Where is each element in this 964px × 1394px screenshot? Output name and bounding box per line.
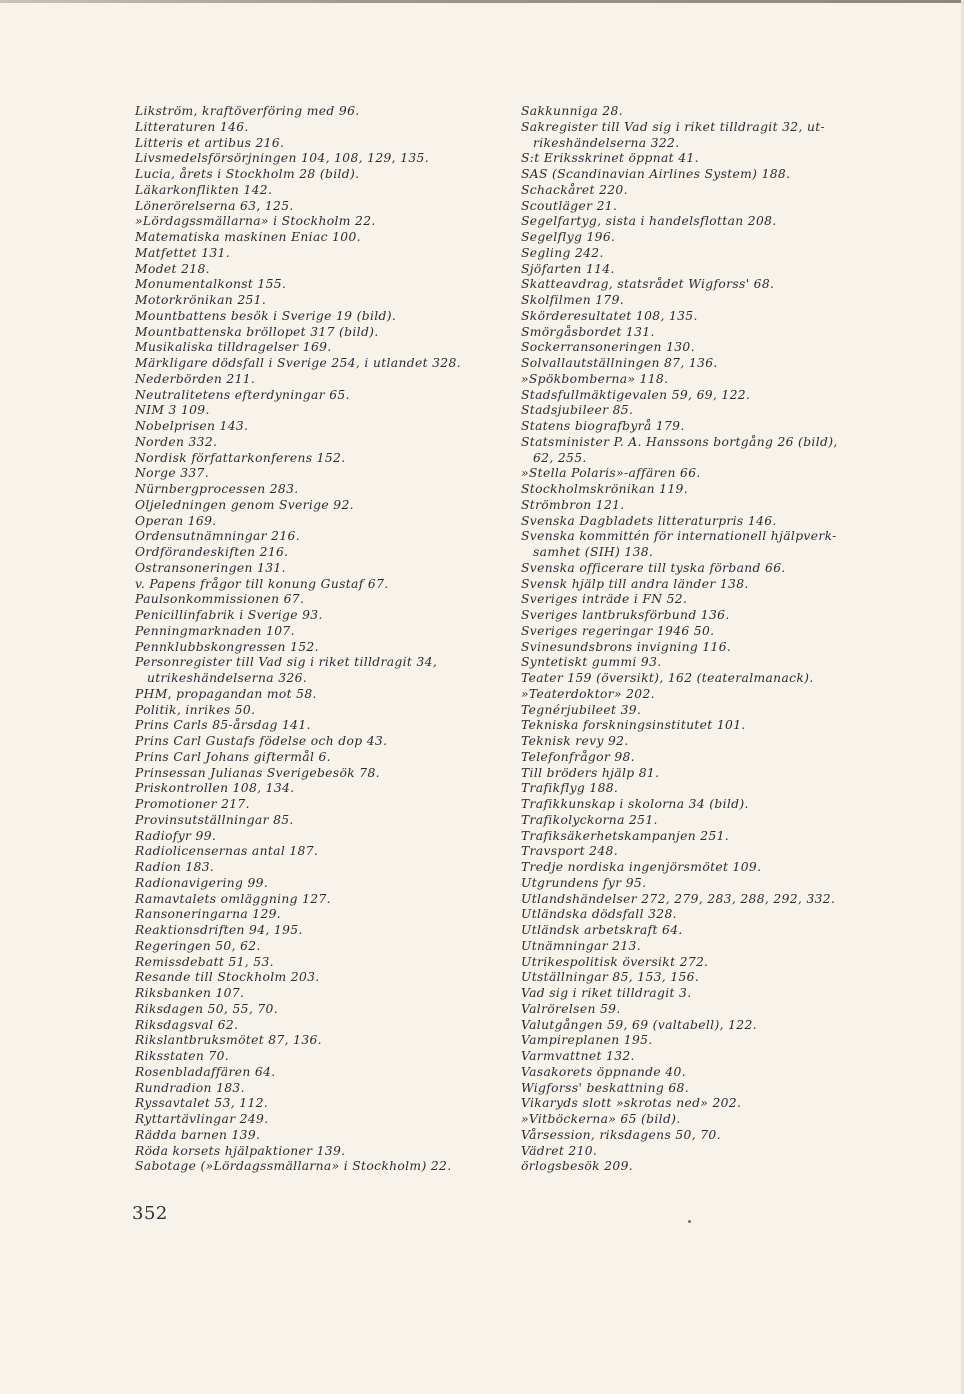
index-entry: Lönerörelserna 63, 125. bbox=[135, 198, 294, 213]
index-entry: Resande till Stockholm 203. bbox=[135, 970, 320, 985]
index-entry: Stadsfullmäktigevalen 59, 69, 122. bbox=[521, 387, 751, 402]
index-entry: Radiolicensernas antal 187. bbox=[135, 844, 319, 859]
index-entry: Varmvattnet 132. bbox=[521, 1049, 635, 1063]
index-entry: Utrikespolitisk översikt 272. bbox=[521, 954, 709, 969]
index-entry: Musikaliska tilldragelser 169. bbox=[135, 340, 332, 355]
index-entry: Sabotage (»Lördagssmällarna» i Stockholm) 22. bbox=[135, 1159, 452, 1174]
index-entry: »Teaterdoktor» 202. bbox=[521, 686, 655, 701]
index-entry: Reaktionsdriften 94, 195. bbox=[135, 923, 303, 937]
index-entry: Trafiksäkerhetskampanjen 251. bbox=[521, 828, 730, 843]
index-entry: Radionavigering 99. bbox=[135, 875, 269, 890]
index-entry: Promotioner 217. bbox=[135, 797, 250, 811]
index-entry: Sveriges inträde i FN 52. bbox=[521, 592, 688, 607]
index-entry: Trafikflyg 188. bbox=[521, 781, 619, 796]
index-entry: Vasakorets öppnande 40. bbox=[521, 1064, 686, 1079]
index-entry: Ordförandeskiften 216. bbox=[135, 545, 289, 559]
index-entry: Röda korsets hjälpaktioner 139. bbox=[135, 1143, 346, 1158]
index-entry: Tegnérjubileet 39. bbox=[521, 702, 642, 717]
index-entry: Penningmarknaden 107. bbox=[135, 623, 295, 638]
index-entry: v. Papens frågor till konung Gustaf 67. bbox=[135, 576, 389, 591]
index-entry: Riksstaten 70. bbox=[135, 1049, 230, 1063]
index-entry-continuation: utrikeshändelserna 326. bbox=[147, 671, 308, 685]
index-entry: Norden 332. bbox=[135, 434, 218, 449]
index-entry: Rikslantbruksmötet 87, 136. bbox=[135, 1033, 322, 1048]
index-entry: Skörderesultatet 108, 135. bbox=[521, 308, 698, 323]
index-entry: Nürnbergprocessen 283. bbox=[135, 482, 299, 496]
index-entry: Läkarkonflikten 142. bbox=[135, 182, 273, 197]
index-entry: Vampireplanen 195. bbox=[521, 1033, 653, 1048]
index-entry: Stadsjubileer 85. bbox=[521, 403, 634, 418]
index-column-left bbox=[135, 104, 507, 1175]
index-entry: Vad sig i riket tilldragit 3. bbox=[521, 986, 692, 1000]
index-entry: »Stella Polaris»-affären 66. bbox=[521, 466, 701, 481]
index-entry: Utnämningar 213. bbox=[521, 938, 641, 953]
index-entry: Ryttartävlingar 249. bbox=[135, 1112, 269, 1126]
index-entry: Segling 242. bbox=[521, 245, 604, 260]
index-entry: Regeringen 50, 62. bbox=[135, 938, 261, 953]
index-entry: Segelfartyg, sista i handelsflottan 208. bbox=[521, 214, 777, 229]
index-entry: Utställningar 85, 153, 156. bbox=[521, 970, 700, 985]
index-entry: Litteraturen 146. bbox=[135, 119, 249, 134]
index-entry: Priskontrollen 108, 134. bbox=[135, 781, 295, 796]
index-column-right bbox=[521, 104, 893, 1175]
index-entry: Rosenbladaffären 64. bbox=[135, 1064, 276, 1079]
index-entry: Sakkunniga 28. bbox=[521, 104, 623, 118]
index-entry: Prinsessan Julianas Sverigebesök 78. bbox=[135, 765, 380, 780]
index-entry: Skatteavdrag, statsrådet Wigforss' 68. bbox=[521, 277, 775, 292]
index-entry: örlogsbesök 209. bbox=[521, 1159, 634, 1174]
index-entry: Syntetiskt gummi 93. bbox=[521, 655, 662, 670]
index-entry: Sveriges regeringar 1946 50. bbox=[521, 623, 715, 638]
index-entry: Till bröders hjälp 81. bbox=[521, 765, 660, 780]
index-entry: Svensk hjälp till andra länder 138. bbox=[521, 576, 749, 591]
index-entry: Utländska dödsfall 328. bbox=[521, 907, 677, 922]
page-number: 352 bbox=[132, 1203, 168, 1224]
paper-speck bbox=[688, 1220, 691, 1223]
index-entry: Rädda barnen 139. bbox=[135, 1127, 261, 1142]
index-entry: Nobelprisen 143. bbox=[135, 419, 249, 433]
index-entry: Statens biografbyrå 179. bbox=[521, 419, 685, 433]
index-entry: Trafikolyckorna 251. bbox=[521, 812, 658, 827]
index-entry: Personregister till Vad sig i riket tilldragit 34, bbox=[135, 655, 438, 670]
index-entry: Statsminister P. A. Hanssons bortgång 26 (bild), bbox=[521, 434, 838, 449]
index-entry: Riksbanken 107. bbox=[135, 986, 245, 1000]
index-entry: PHM, propagandan mot 58. bbox=[135, 686, 317, 701]
index-entry: Ordensutnämningar 216. bbox=[135, 529, 300, 544]
index-entry: Telefonfrågor 98. bbox=[521, 749, 635, 764]
index-entry: Prins Carl Gustafs födelse och dop 43. bbox=[135, 734, 388, 748]
index-entry: Modet 218. bbox=[135, 261, 210, 276]
index-entry: Riksdagsval 62. bbox=[135, 1017, 239, 1032]
index-entry: Likström, kraftöverföring med 96. bbox=[135, 104, 360, 118]
index-entry: Tredje nordiska ingenjörsmötet 109. bbox=[521, 860, 762, 874]
index-entry: Norge 337. bbox=[135, 466, 209, 481]
index-entry: Utländsk arbetskraft 64. bbox=[521, 923, 683, 937]
index-entry: Rundradion 183. bbox=[135, 1080, 245, 1095]
index-entry: Operan 169. bbox=[135, 513, 217, 528]
index-entry: »Vitböckerna» 65 (bild). bbox=[521, 1112, 681, 1126]
index-entry-continuation: 62, 255. bbox=[533, 450, 587, 465]
index-entry: Travsport 248. bbox=[521, 844, 618, 859]
index-entry: »Spökbomberna» 118. bbox=[521, 371, 669, 386]
index-entry: Vikaryds slott »skrotas ned» 202. bbox=[521, 1096, 742, 1111]
index-entry: Oljeledningen genom Sverige 92. bbox=[135, 497, 354, 512]
index-entry: Smörgåsbordet 131. bbox=[521, 324, 655, 339]
page-top-edge bbox=[0, 0, 964, 3]
index-entry: Svenska kommittén för internationell hjälpverk- bbox=[521, 529, 837, 544]
index-entry: Lucia, årets i Stockholm 28 (bild). bbox=[135, 167, 360, 181]
index-entry: Sjöfarten 114. bbox=[521, 261, 615, 276]
index-entry: Valrörelsen 59. bbox=[521, 1001, 621, 1016]
index-entry: Pennklubbskongressen 152. bbox=[135, 639, 319, 654]
index-entry: Motorkrönikan 251. bbox=[135, 293, 267, 307]
index-entry: Märkligare dödsfall i Sverige 254, i utlandet 328. bbox=[135, 356, 461, 370]
index-entry: Politik, inrikes 50. bbox=[135, 702, 256, 717]
index-entry: Remissdebatt 51, 53. bbox=[135, 954, 274, 969]
index-entry: Litteris et artibus 216. bbox=[135, 135, 285, 150]
index-entry: Segelflyg 196. bbox=[521, 230, 616, 244]
index-entry: Solvallautställningen 87, 136. bbox=[521, 356, 718, 370]
index-entry: Riksdagen 50, 55, 70. bbox=[135, 1001, 278, 1016]
index-entry: Vädret 210. bbox=[521, 1143, 598, 1158]
index-entry: Ramavtalets omläggning 127. bbox=[135, 891, 331, 906]
index-entry: Nederbörden 211. bbox=[135, 371, 256, 386]
index-entry-continuation: samhet (SIH) 138. bbox=[533, 545, 654, 559]
index-entry: Neutralitetens efterdyningar 65. bbox=[135, 387, 350, 402]
index-entry: Vårsession, riksdagens 50, 70. bbox=[521, 1127, 721, 1142]
index-entry: Provinsutställningar 85. bbox=[135, 812, 294, 827]
index-entry: Penicillinfabrik i Sverige 93. bbox=[135, 608, 323, 622]
index-entry: Ryssavtalet 53, 112. bbox=[135, 1096, 269, 1111]
index-entry: SAS (Scandinavian Airlines System) 188. bbox=[521, 167, 791, 181]
index-entry: Sveriges lantbruksförbund 136. bbox=[521, 608, 730, 622]
index-entry: Svinesundsbrons invigning 116. bbox=[521, 639, 732, 654]
index-entry: Radion 183. bbox=[135, 860, 215, 874]
index-entry: Teknisk revy 92. bbox=[521, 734, 629, 748]
index-entry-continuation: rikeshändelserna 322. bbox=[533, 135, 680, 150]
index-entry: Ransoneringarna 129. bbox=[135, 907, 282, 922]
index-entry: Schackåret 220. bbox=[521, 182, 628, 197]
index-entry: Utlandshändelser 272, 279, 283, 288, 292, 332. bbox=[521, 891, 836, 906]
index-entry: Stockholmskrönikan 119. bbox=[521, 482, 688, 496]
index-entry: Sockerransoneringen 130. bbox=[521, 340, 695, 355]
index-entry: Sakregister till Vad sig i riket tilldragit 32, ut- bbox=[521, 119, 826, 134]
index-entry: Prins Carls 85-årsdag 141. bbox=[135, 718, 311, 733]
index-entry: NIM 3 109. bbox=[135, 403, 210, 418]
index-entry: Valutgången 59, 69 (valtabell), 122. bbox=[521, 1017, 757, 1032]
index-entry: Radiofyr 99. bbox=[135, 828, 217, 843]
index-entry: Monumentalkonst 155. bbox=[135, 277, 287, 292]
index-entry: Tekniska forskningsinstitutet 101. bbox=[521, 718, 746, 733]
index-entry: Svenska officerare till tyska förband 66. bbox=[521, 560, 786, 575]
index-entry: Ostransoneringen 131. bbox=[135, 560, 286, 575]
index-entry: Trafikkunskap i skolorna 34 (bild). bbox=[521, 797, 749, 811]
index-entry: Prins Carl Johans giftermål 6. bbox=[135, 749, 331, 764]
index-entry: Mountbattenska bröllopet 317 (bild). bbox=[135, 324, 379, 339]
index-entry: Matfettet 131. bbox=[135, 245, 230, 260]
index-entry: S:t Eriksskrinet öppnat 41. bbox=[521, 151, 699, 166]
index-entry: Skolfilmen 179. bbox=[521, 293, 625, 307]
index-entry: Matematiska maskinen Eniac 100. bbox=[135, 230, 361, 244]
index-entry: Teater 159 (översikt), 162 (teateralmanack). bbox=[521, 671, 814, 685]
index-entry: Livsmedelsförsörjningen 104, 108, 129, 135. bbox=[135, 151, 429, 166]
index-entry: Nordisk författarkonferens 152. bbox=[135, 450, 346, 465]
index-entry: Svenska Dagbladets litteraturpris 146. bbox=[521, 513, 777, 528]
index-entry: Strömbron 121. bbox=[521, 497, 625, 512]
index-entry: Paulsonkommissionen 67. bbox=[135, 592, 305, 607]
index-entry: Mountbattens besök i Sverige 19 (bild). bbox=[135, 308, 397, 323]
index-entry: Wigforss' beskattning 68. bbox=[521, 1080, 689, 1095]
index-entry: Utgrundens fyr 95. bbox=[521, 875, 647, 890]
index-entry: Scoutläger 21. bbox=[521, 198, 618, 213]
index-entry: »Lördagssmällarna» i Stockholm 22. bbox=[135, 214, 376, 229]
